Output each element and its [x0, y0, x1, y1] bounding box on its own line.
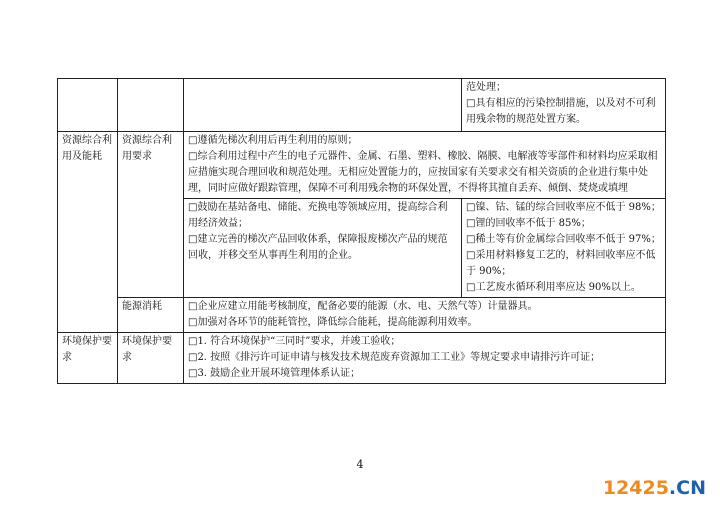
table-row	[58, 298, 666, 333]
requirement-line: □工艺废水循环利用率应达 90%以上。	[466, 282, 641, 293]
requirement-line: □建立完善的梯次产品回收体系，保障报废梯次产品的规范回收，并移交至从事再生利用的企业。	[188, 234, 448, 261]
requirement-line: □1. 符合环境保护“三同时”要求，并竣工验收；	[188, 336, 401, 347]
requirement-cell	[184, 298, 666, 333]
subcategory-cell: 资源综合利用要求	[118, 132, 184, 298]
watermark-number: 12425	[602, 477, 669, 499]
table-row	[58, 79, 666, 132]
requirement-line: □遵循先梯次利用后再生利用的原则；	[188, 135, 358, 146]
watermark-tld: CN	[676, 477, 706, 499]
requirement-line: □具有相应的污染控制措施，以及对不可利	[466, 98, 656, 109]
requirement-line: □鼓励在基站备电、储能、充换电等领域应用，提高综合利用经济效益；	[188, 202, 448, 229]
requirement-line: □加强对各环节的能耗管控，降低综合能耗，提高能源利用效率。	[188, 317, 478, 328]
category-cell-empty	[58, 79, 118, 132]
requirement-cell	[462, 199, 666, 298]
requirement-line: □锂的回收率不低于 85%；	[466, 218, 591, 229]
requirement-cell	[462, 79, 666, 132]
category-cell: 环境保护要求	[58, 333, 118, 384]
subcategory-cell-empty	[118, 79, 184, 132]
category-cell: 资源综合利用及能耗	[58, 132, 118, 333]
requirement-line: □采用材料修复工艺的，材料回收率应不低于 90%；	[466, 250, 656, 277]
requirement-line: □3. 鼓励企业开展环境管理体系认证；	[188, 368, 361, 379]
requirement-line: □综合利用过程中产生的电子元器件、金属、石墨、塑料、橡胶、隔膜、电解液等零部件和材料均应采取相应措施实现合理回收和规范处理。无相应处置能力的，应按国家有关要求交有相关资质的企业进行集中处理，同时应做好跟踪管理，保障不可利用残余物的环保处置，不得将其擅自丢弃、倾倒、焚烧或填埋	[188, 151, 658, 194]
page-number: 4	[356, 458, 364, 471]
site-watermark	[603, 477, 706, 499]
table-row	[58, 132, 666, 199]
table-row	[58, 333, 666, 384]
requirement-line: □企业应建立用能考核制度，配备必要的能源（水、电、天然气等）计量器具。	[188, 301, 538, 312]
requirement-line: □2. 按照《排污许可证申请与核发技术规范废弃资源加工工业》等规定要求申请排污许可证；	[188, 352, 601, 363]
subcategory-cell: 能源消耗	[118, 298, 184, 333]
middle-cell-empty	[184, 79, 462, 132]
requirement-line: □稀土等有价金属综合回收率不低于 97%；	[466, 234, 661, 245]
requirement-cell	[184, 333, 666, 384]
requirement-cell	[184, 199, 462, 298]
standards-table	[57, 78, 666, 384]
requirement-cell	[184, 132, 666, 199]
requirement-line: 范处理；	[466, 82, 506, 93]
requirement-line: 用残余物的规范处置方案。	[466, 114, 586, 125]
requirement-line: □镍、钴、锰的综合回收率应不低于 98%；	[466, 202, 661, 213]
watermark-dot: .	[668, 477, 677, 499]
subcategory-cell: 环境保护要求	[118, 333, 184, 384]
